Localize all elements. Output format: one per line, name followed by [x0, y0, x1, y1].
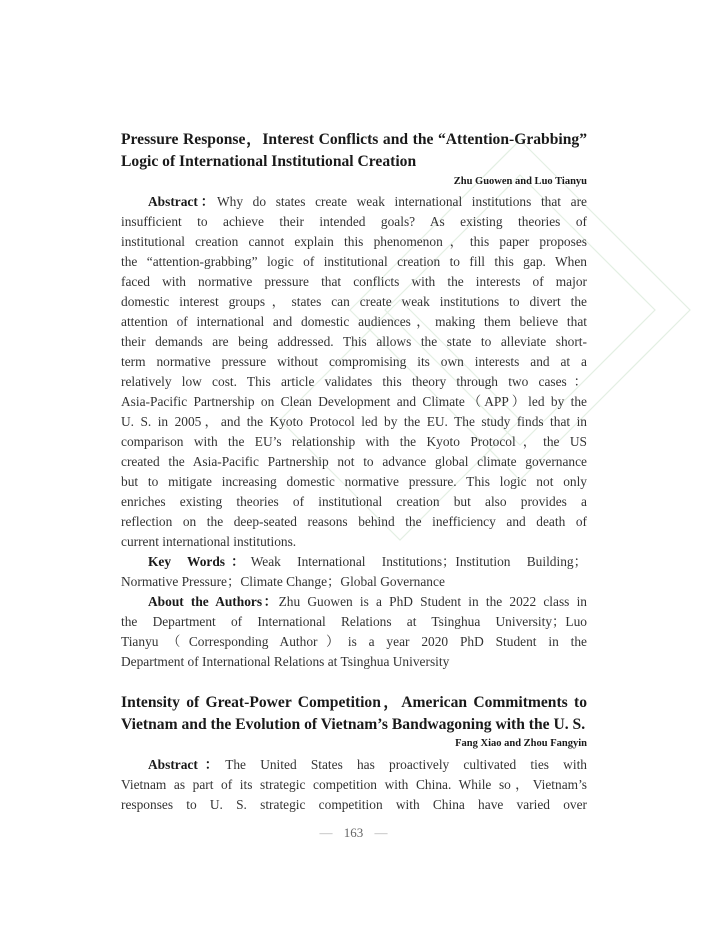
- abstract-line: domestic interest groups，states can create weak institutions to divert the: [121, 294, 587, 309]
- article-title: [121, 129, 587, 173]
- abstract-paragraph: [121, 755, 587, 815]
- abstract-label: Abstract：: [148, 194, 218, 209]
- abstract-line: Asia-Pacific Partnership on Clean Development and Climate（APP）led by the: [121, 394, 587, 409]
- abstract-line: attention of international and domestic audiences，making them believe that: [121, 314, 587, 329]
- abstract-line: faced with normative pressure that conflicts with the interests of major: [121, 274, 587, 289]
- footer-dash: —: [319, 825, 333, 840]
- about-line: Zhu Guowen is a PhD Student in the 2022 class in: [278, 594, 587, 609]
- abstract-line: relatively low cost. This article validates this theory through two cases：: [121, 374, 587, 389]
- article-authors: Zhu Guowen and Luo Tianyu: [453, 176, 587, 187]
- abstract-line: current international institutions.: [121, 534, 297, 549]
- keywords-line: Normative Pressure；Climate Change；Global Governance: [121, 574, 445, 589]
- abstract-paragraph: [121, 192, 587, 552]
- abstract-line: responses to U. S. strategic competition with China have varied over: [121, 797, 587, 812]
- page-number: 163: [343, 825, 364, 840]
- abstract-line: institutional creation cannot explain this phenomenon，this paper proposes: [121, 234, 587, 249]
- keywords-line: Weak International Institutions；Institution Building；: [250, 554, 587, 569]
- page-footer: [0, 825, 707, 841]
- article-authors: Fang Xiao and Zhou Fangyin: [455, 738, 587, 749]
- title-line: Intensity of Great-Power Competition，American Commitments to: [121, 694, 587, 711]
- about-authors-label: About the Authors：: [148, 594, 279, 609]
- abstract-line: created the Asia-Pacific Partnership not to advance global climate governance: [121, 454, 587, 469]
- article-title: [121, 692, 587, 736]
- abstract-line: U. S. in 2005，and the Kyoto Protocol led by the EU. The study finds that in: [121, 414, 587, 429]
- title-line: Vietnam and the Evolution of Vietnam’s Bandwagoning with the U. S.: [121, 716, 586, 733]
- about-authors-paragraph: [121, 592, 587, 672]
- abstract-line: Vietnam as part of its strategic competition with China. While so，Vietnam’s: [121, 777, 587, 792]
- article-1: [121, 129, 587, 672]
- abstract-line: reflection on the deep-seated reasons behind the inefficiency and death of: [121, 514, 587, 529]
- abstract-line: term normative pressure without compromising its own interests and at a: [121, 354, 587, 369]
- abstract-line: The United States has proactively cultivated ties with: [225, 757, 587, 772]
- title-line: Logic of International Institutional Creation: [121, 153, 417, 170]
- about-line: the Department of International Relations at Tsinghua University；Luo: [121, 614, 587, 629]
- article-2: [121, 692, 587, 815]
- abstract-line: the “attention-grabbing” logic of institutional creation to fill this gap. When: [121, 254, 587, 269]
- keywords-paragraph: [121, 552, 587, 592]
- abstract-line: insufficient to achieve their intended goals? As existing theories of: [121, 214, 587, 229]
- keywords-label: Key Words：: [148, 554, 251, 569]
- abstract-line: their demands are being addressed. This allows the state to alleviate short-: [121, 334, 587, 349]
- about-line: Tianyu（Corresponding Author）is a year 2020 PhD Student in the: [121, 634, 587, 649]
- about-line: Department of International Relations at Tsinghua University: [121, 654, 450, 669]
- abstract-label: Abstract：: [148, 757, 226, 772]
- title-line: Pressure Response，Interest Conflicts and the “Attention-Grabbing”: [121, 131, 587, 148]
- abstract-line: but to mitigate increasing domestic normative pressure. This logic not only: [121, 474, 587, 489]
- abstract-line: Why do states create weak international institutions that are: [217, 194, 587, 209]
- abstract-line: enriches existing theories of institutional creation but also provides a: [121, 494, 587, 509]
- abstract-line: comparison with the EU’s relationship with the Kyoto Protocol，the US: [121, 434, 587, 449]
- footer-dash: —: [374, 825, 388, 840]
